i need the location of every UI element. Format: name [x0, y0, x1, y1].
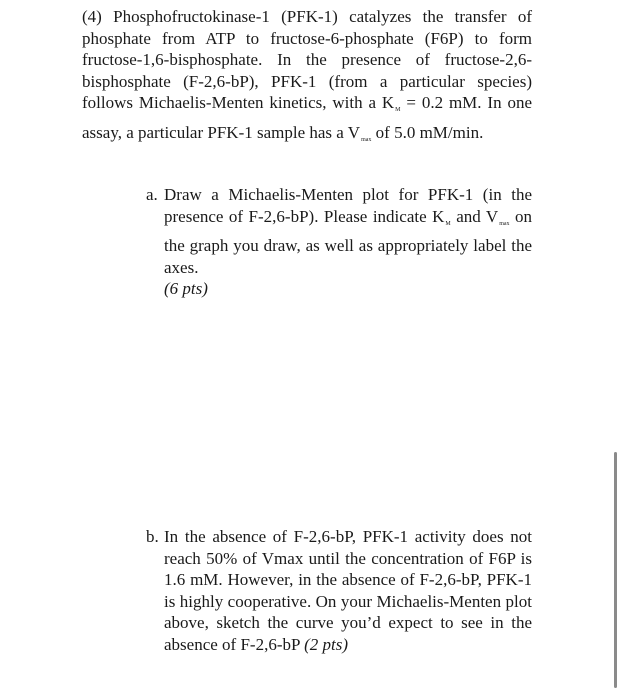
part-a-text-1: Draw a Michaelis-Menten plot for PFK-1 (in the presence of F-2,6-bP). Please indicate K — [164, 185, 532, 226]
part-b-body: In the absence of F-2,6-bP, PFK-1 activity does not reach 50% of Vmax until the concentration of F6P is 1.6 mM. However, in the absence of F-2,6-bP, PFK-1 is highly cooperative. On your Michaelis-Menten plot above, sketch the curve you’d expect to see in the absence of F-2,6-bP — [164, 527, 532, 654]
part-a-text-3: on the graph you draw, as well as appropriately label the axes. — [164, 206, 533, 277]
part-a-text — [164, 184, 532, 300]
part-a-vmax-subscript: max — [499, 220, 510, 227]
part-b-text — [164, 526, 532, 656]
question-number: (4) — [82, 7, 102, 26]
part-a-km-subscript: M — [445, 220, 451, 227]
question-intro: Phosphofructokinase-1 (PFK-1) catalyzes the transfer of phosphate from ATP to fructose-6-phosphate (F6P) to form fructose-1,6-bisphosphate. In the presence of fructose-2,6-bisphosphate (F-2,6-bP), PFK-1 (from a particular species) follows Michaelis-Menten kinetics, with a K — [82, 7, 533, 113]
part-a — [146, 184, 532, 300]
part-a-text-2: and V — [450, 206, 499, 226]
km-subscript: M — [395, 107, 401, 114]
km-value-text: = 0.2 mM. In one assay, a particular PFK-1 sample has a V — [82, 93, 532, 142]
vmax-value-text: of 5.0 mM/min. — [371, 122, 484, 142]
vmax-subscript: max — [361, 136, 372, 143]
question-4-text — [82, 6, 532, 152]
part-a-points: (6 pts) — [164, 279, 208, 299]
vertical-scrollbar[interactable] — [614, 452, 617, 688]
part-b — [146, 526, 532, 656]
part-b-label: b. — [146, 527, 159, 546]
part-b-points: (2 pts) — [304, 634, 348, 654]
part-a-label: a. — [146, 185, 158, 204]
